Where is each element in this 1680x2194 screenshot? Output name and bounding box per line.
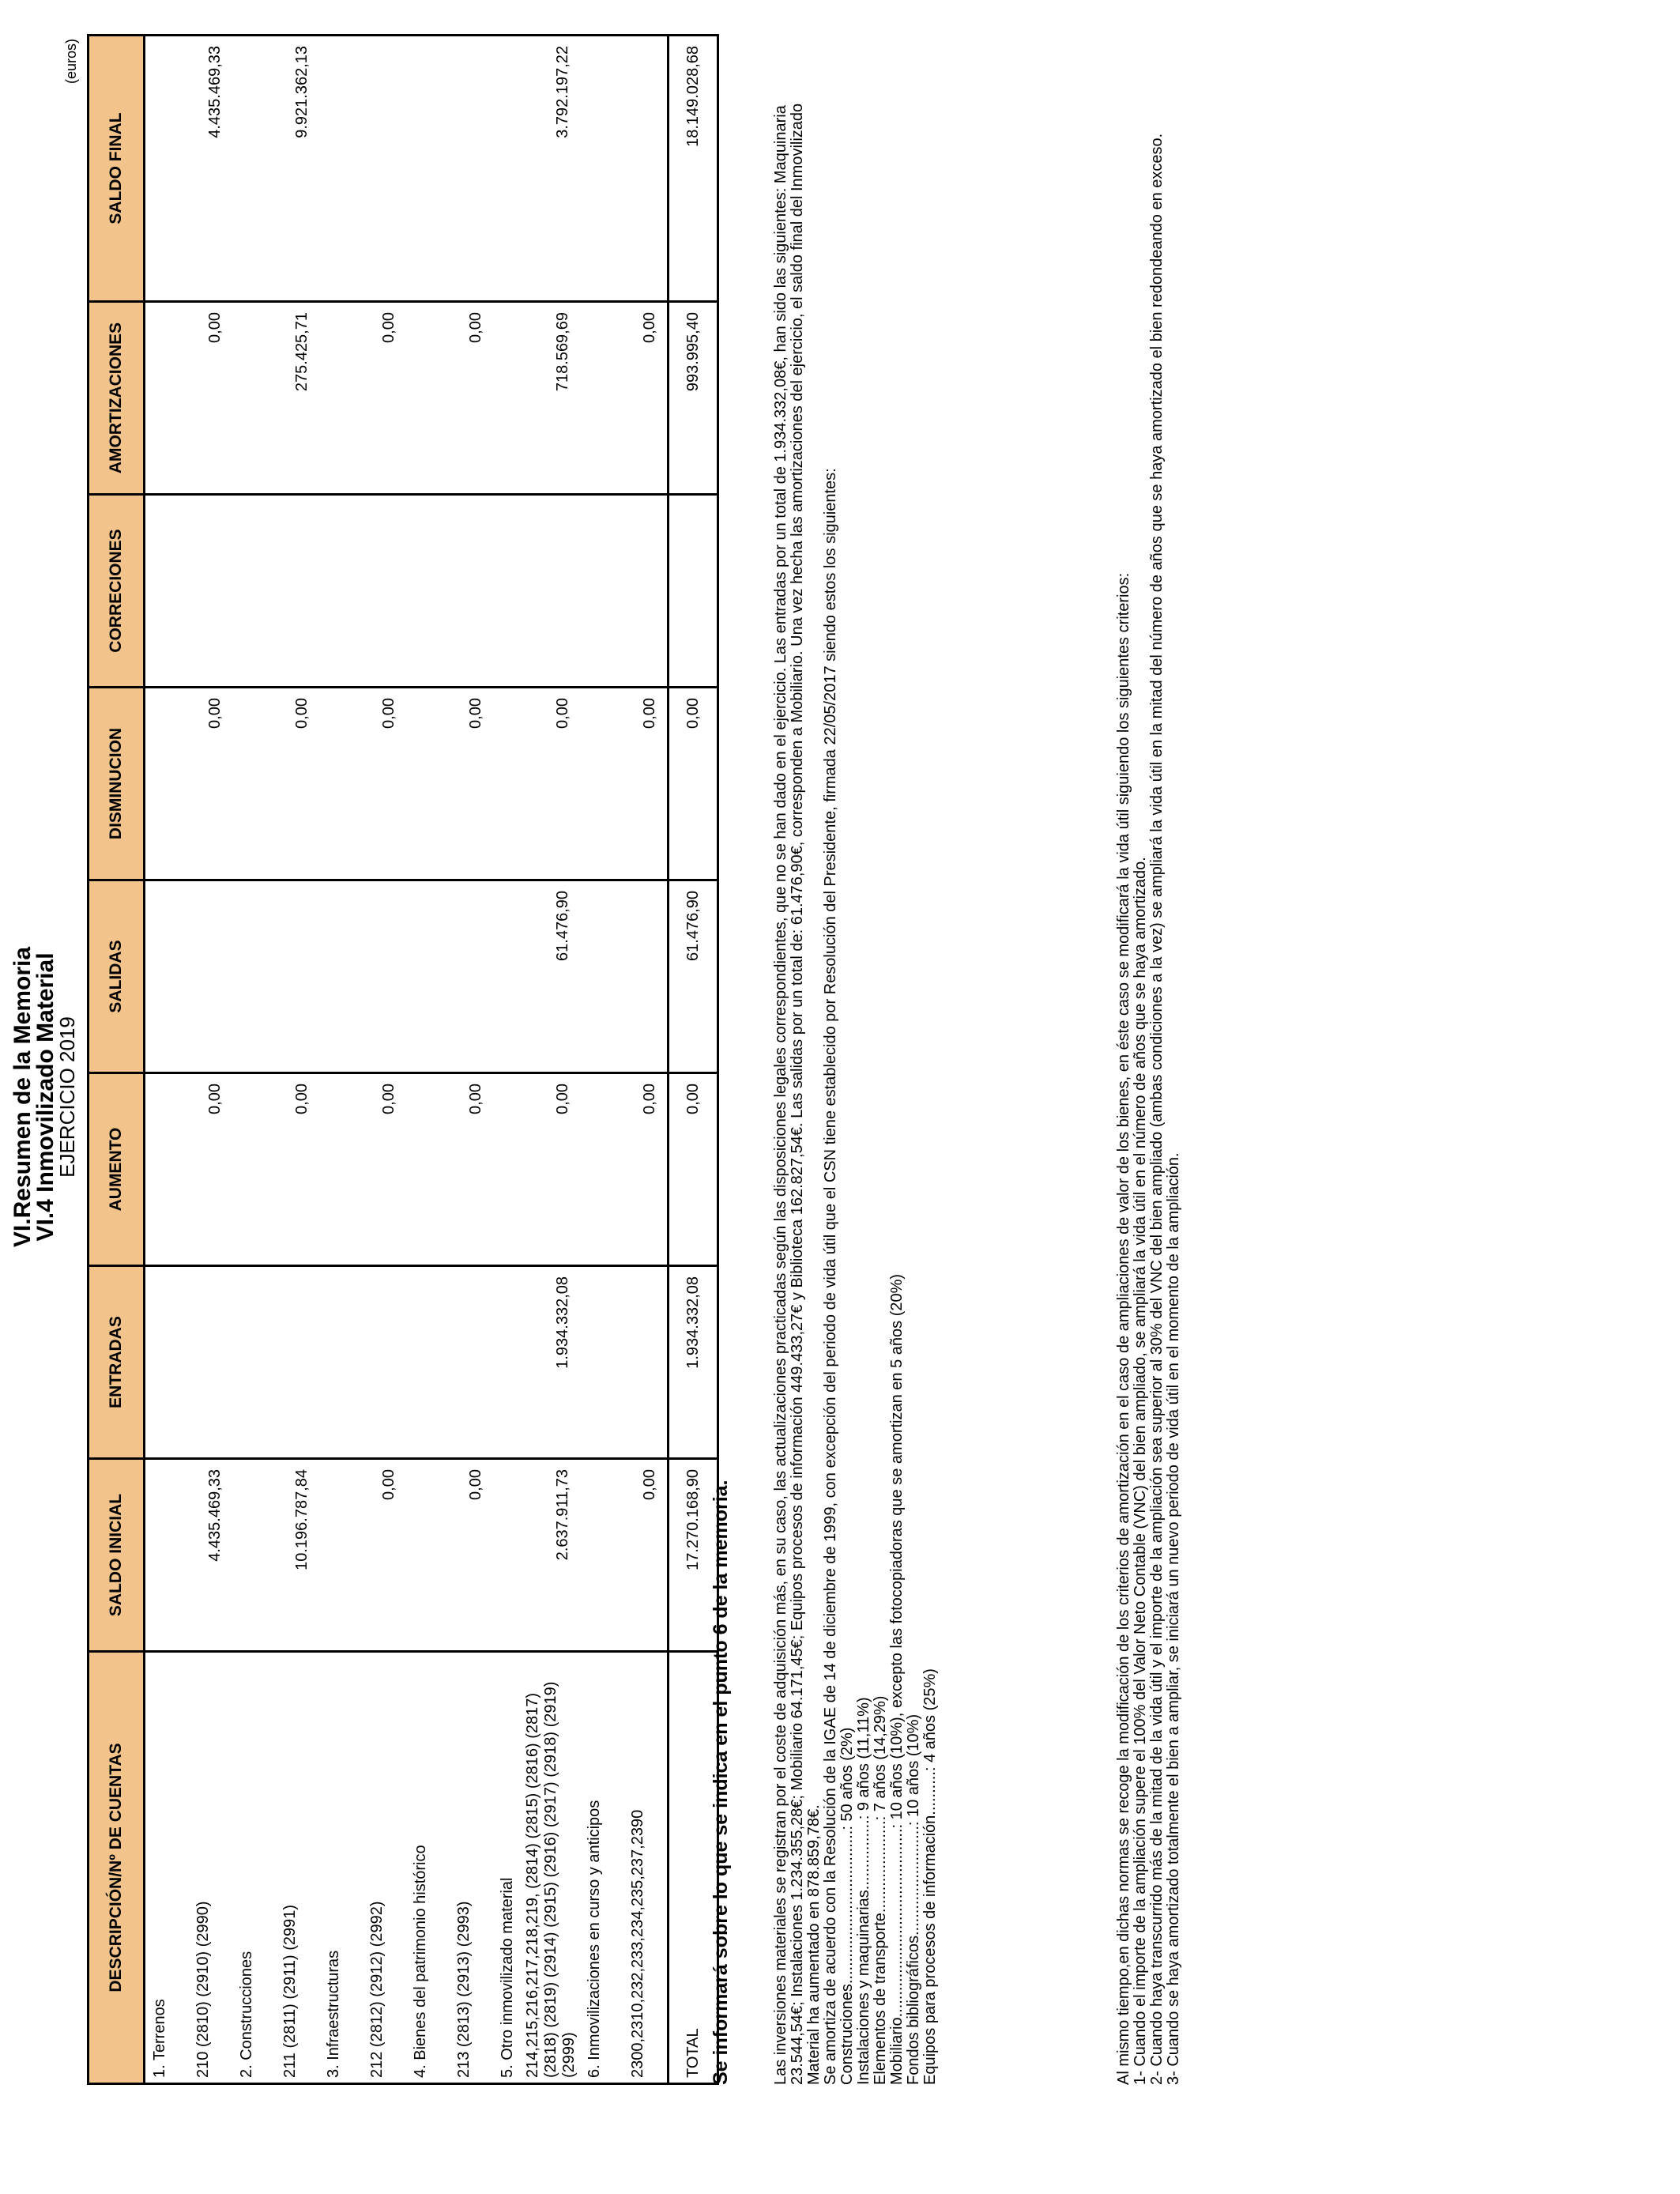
empty-cell [232,1073,261,1266]
empty-cell [406,302,435,495]
saldo-inicial-cell: 0,00 [608,1459,669,1652]
notes-section [773,62,1182,2085]
correciones-cell [522,495,580,688]
unit-note: (euros) [63,38,79,84]
entradas-cell [435,1266,493,1459]
table-row [319,36,348,2084]
title-block [11,0,77,2194]
useful-life-line: Equipos para procesos de información..........: 4 años (25%) [921,1668,939,2085]
empty-cell [319,36,348,302]
header-aumento: AUMENTO [89,1073,145,1266]
empty-cell [580,36,608,302]
empty-cell [145,1459,175,1652]
table-row [522,36,580,2084]
empty-cell [319,880,348,1073]
empty-cell [406,880,435,1073]
useful-life-line: Fondos bibliográficos.........................: 10 años (10%) [905,1713,922,2085]
correciones-cell [435,495,493,688]
useful-life-line: Mobiliario...........................................: 10 años (10%), excepto las fotocopiadoras que se amortizan en 5 años (20%) [888,1273,906,2085]
notes-paragraph-2: Se amortiza de acuerdo con la Resolución de la IGAE de 14 de diciembre de 1999, con excepción del periodo de vida útil que el CSN tiene establecido por Resolución del Presidente, firmada 22/05/2017 siendo estos los siguientes: [822,468,839,2085]
empty-cell [232,495,261,688]
account-codes: 210 (2810) (2910) (2990) [174,1652,232,2084]
table-row [580,36,608,2084]
saldo-inicial-cell: 10.196.787,84 [261,1459,319,1652]
empty-cell [232,1266,261,1459]
empty-cell [493,495,522,688]
header-entradas: ENTRADAS [89,1266,145,1459]
account-codes: 214,215,216,217,218,219, (2814) (2815) (2816) (2817) (2818) (2819) (2914) (2915) (2916) (2917) (2918) (2919) (2999) [522,1652,580,2084]
header-salidas: SALIDAS [89,880,145,1073]
correciones-cell [608,495,669,688]
empty-cell [145,1266,175,1459]
empty-cell [580,880,608,1073]
aumento-cell: 0,00 [348,1073,406,1266]
salidas-cell [348,880,406,1073]
empty-cell [145,688,175,880]
entradas-cell [261,1266,319,1459]
disminucion-cell: 0,00 [261,688,319,880]
table-row [174,36,232,2084]
row-heading: 3. Infraestructuras [319,1652,348,2084]
empty-cell [493,1459,522,1652]
header-saldo-inicial: SALDO INICIAL [89,1459,145,1652]
empty-cell [406,1073,435,1266]
total-disminucion: 0,00 [669,688,718,880]
total-correciones [669,495,718,688]
memoria-title: VI.Resumen de la Memoria [9,946,36,1248]
empty-cell [145,302,175,495]
row-heading: 6. Inmovilizaciones en curso y anticipos [580,1652,608,2084]
total-salidas: 61.476,90 [669,880,718,1073]
aumento-cell: 0,00 [261,1073,319,1266]
empty-cell [145,36,175,302]
row-heading: 4. Bienes del patrimonio histórico [406,1652,435,2084]
total-aumento: 0,00 [669,1073,718,1266]
salidas-cell [608,880,669,1073]
aumento-cell: 0,00 [522,1073,580,1266]
header-disminucion: DISMINUCION [89,688,145,880]
table-row [348,36,406,2084]
saldo-final-cell: 9.921.362,13 [261,36,319,302]
empty-cell [406,1266,435,1459]
entradas-cell [348,1266,406,1459]
empty-cell [232,302,261,495]
salidas-cell [261,880,319,1073]
saldo-final-cell [435,36,493,302]
table-row [493,36,522,2084]
saldo-final-cell: 3.792.197,22 [522,36,580,302]
useful-life-line: Instalaciones y maquinarias................: 9 años (11,11%) [855,1697,872,2085]
salidas-cell [435,880,493,1073]
total-entradas: 1.934.332,08 [669,1266,718,1459]
total-label: TOTAL [669,1652,718,2084]
aumento-cell: 0,00 [174,1073,232,1266]
disminucion-cell: 0,00 [522,688,580,880]
empty-cell [580,495,608,688]
header-descripcion: DESCRIPCIÓN/Nº DE CUENTAS [89,1652,145,2084]
table-row [608,36,669,2084]
amortizaciones-cell: 0,00 [174,302,232,495]
disminucion-cell: 0,00 [608,688,669,880]
amortizaciones-cell: 0,00 [435,302,493,495]
informara-heading: Se informará sobre lo que se indica en el punto 6 de la memoria. [710,1480,732,2085]
table-row [145,36,175,2084]
section-title: VI.4 Inmovilizado Material [32,952,58,1242]
empty-cell [232,688,261,880]
header-amortizaciones: AMORTIZACIONES [89,302,145,495]
total-saldo-final: 18.149.028,68 [669,36,718,302]
empty-cell [319,1459,348,1652]
empty-cell [406,688,435,880]
empty-cell [319,688,348,880]
correciones-cell [174,495,232,688]
entradas-cell [608,1266,669,1459]
empty-cell [580,1073,608,1266]
amortizaciones-cell: 718.569,69 [522,302,580,495]
criteria-line: 2- Cuando haya transcurrido más de la mitad de la vida útil y el importe de la ampliación sea superior al 30% del VNC del bien ampliado (ambas condiciones a la vez) se ampliará la vida útil en la mitad del número de años que se haya amortizado el bien redondeando en exceso. [1148,133,1166,2085]
account-codes: 212 (2812) (2912) (2992) [348,1652,406,2084]
empty-cell [145,1073,175,1266]
table-row [406,36,435,2084]
empty-cell [319,1266,348,1459]
useful-life-line: Construciones...................................: 50 años (2%) [838,1727,856,2085]
saldo-final-cell [608,36,669,302]
disminucion-cell: 0,00 [348,688,406,880]
empty-cell [493,36,522,302]
account-codes: 2300,2310,232,233,234,235,237,2390 [608,1652,669,2084]
total-amortizaciones: 993.995,40 [669,302,718,495]
spacer [939,62,1116,2085]
salidas-cell: 61.476,90 [522,880,580,1073]
empty-cell [319,495,348,688]
empty-cell [145,880,175,1073]
account-codes: 211 (2811) (2911) (2991) [261,1652,319,2084]
aumento-cell: 0,00 [435,1073,493,1266]
row-heading: 2. Construcciones [232,1652,261,2084]
empty-cell [319,1073,348,1266]
row-heading: 5. Otro inmovilizado material [493,1652,522,2084]
header-saldo-final: SALDO FINAL [89,36,145,302]
empty-cell [232,880,261,1073]
correciones-cell [261,495,319,688]
entradas-cell [174,1266,232,1459]
criteria-line: 1- Cuando el importe de la ampliación supere el 100% del Valor Neto Contable (VNC) del bien ampliado, se ampliará la vida útil en el número de años que se haya amortizado. [1132,857,1149,2085]
amortizaciones-cell: 275.425,71 [261,302,319,495]
empty-cell [580,688,608,880]
empty-cell [406,495,435,688]
amortizaciones-cell: 0,00 [608,302,669,495]
empty-cell [493,880,522,1073]
inmovilizado-table [87,34,719,2085]
saldo-inicial-cell: 4.435.469,33 [174,1459,232,1652]
table-header-row [89,36,145,2084]
empty-cell [319,302,348,495]
useful-life-line: Elementos de transporte.....................: 7 años (14,29%) [872,1695,889,2085]
empty-cell [580,1459,608,1652]
account-codes: 213 (2813) (2913) (2993) [435,1652,493,2084]
empty-cell [232,36,261,302]
empty-cell [406,1459,435,1652]
empty-cell [580,1266,608,1459]
saldo-inicial-cell: 0,00 [348,1459,406,1652]
entradas-cell: 1.934.332,08 [522,1266,580,1459]
empty-cell [580,302,608,495]
empty-cell [493,1073,522,1266]
salidas-cell [174,880,232,1073]
empty-cell [232,1459,261,1652]
empty-cell [145,495,175,688]
table-row [435,36,493,2084]
notes-paragraph-1: Las inversiones materiales se registran por el coste de adquisición más, en su caso, las actualizaciones practicadas según las disposiciones legales correspondientes, que no se han dado en el ejercicio. Las entradas por un total de 1.934.332,08€, han sido las siguientes: Maquinaria 23.544,54€; Instalaciones 1.234.355,28€; Mobiliario 64.171,45€; Equipos procesos de información 449.433,27€ y Biblioteca 162.827,54€. Las salidas por un total de: 61.476,90€, corresponden a Mobiliario. Una vez hecha las amortizaciones del ejercicio, el saldo final del Inmovilizado Material ha aumentado en 878.859,78€. [772,103,823,2085]
row-heading: 1. Terrenos [145,1652,175,2084]
aumento-cell: 0,00 [608,1073,669,1266]
criteria-line: 3- Cuando se haya amortizado totalmente el bien a ampliar, se iniciará un nuevo periodo de vida útil en el momento de la ampliación. [1165,1152,1182,2085]
amortizaciones-cell: 0,00 [348,302,406,495]
table-row [232,36,261,2084]
notes-paragraph-3: Al mismo tiempo,en dichas normas se recoge la modificación de los criterios de amortización en el caso de ampliaciones de valor de los bienes, en éste caso se modificará la vida útil siguiendo los siguientes criterios: [1115,572,1132,2085]
empty-cell [406,36,435,302]
header-correciones: CORRECIONES [89,495,145,688]
total-saldo-inicial: 17.270.168,90 [669,1459,718,1652]
disminucion-cell: 0,00 [435,688,493,880]
exercise-year: EJERCICIO 2019 [55,1016,79,1178]
empty-cell [493,302,522,495]
saldo-final-cell: 4.435.469,33 [174,36,232,302]
correciones-cell [348,495,406,688]
table-row [261,36,319,2084]
saldo-inicial-cell: 0,00 [435,1459,493,1652]
empty-cell [493,688,522,880]
saldo-inicial-cell: 2.637.911,73 [522,1459,580,1652]
disminucion-cell: 0,00 [174,688,232,880]
empty-cell [493,1266,522,1459]
saldo-final-cell [348,36,406,302]
